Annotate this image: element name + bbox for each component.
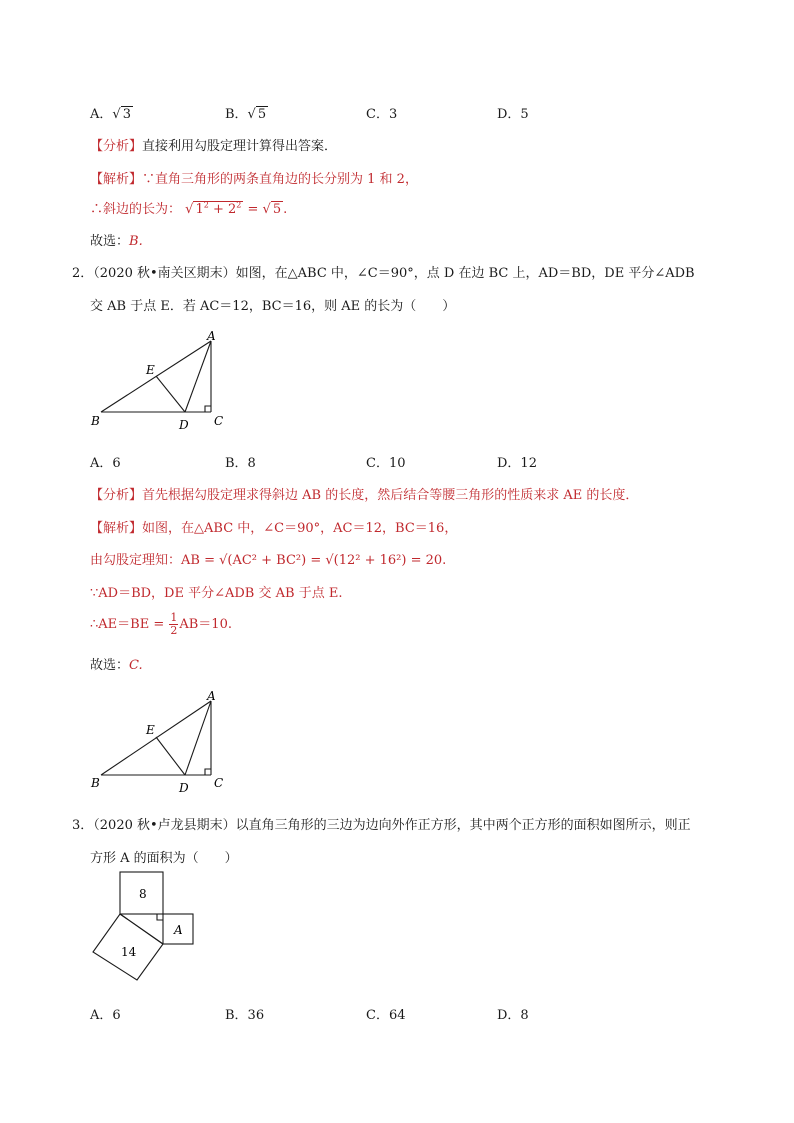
q3-option-c[interactable]: C．64: [366, 1008, 406, 1023]
right-angle-mark: [205, 406, 211, 412]
right-angle-mark: [157, 914, 163, 920]
q2-stem-line1: 2．（2020 秋•南关区期末）如图，在△ABC 中，∠C＝90°，点 D 在边 BC 上，AD＝BD，DE 平分∠ADB: [72, 266, 695, 281]
fraction-denominator: 2: [170, 624, 178, 637]
q2-solution-line2: 由勾股定理知：AB = √(AC² + BC²) = √(12² + 16²) = 20.: [90, 553, 447, 568]
analysis-tag: 【分析】: [90, 488, 143, 503]
solution-tag: 【解析】: [90, 521, 143, 536]
q1-option-d[interactable]: D．5: [497, 107, 529, 122]
q2-solution-line3: ∵AD＝BD，DE 平分∠ADB 交 AB 于点 E.: [90, 586, 343, 601]
q3-stem-line2: 方形 A 的面积为（ ）: [90, 851, 238, 866]
label-b: B: [91, 776, 100, 790]
q1-answer: [90, 230, 143, 249]
q2-stem-line2: 交 AB 于点 E．若 AC＝12，BC＝16，则 AE 的长为（ ）: [90, 299, 456, 314]
solution-suffix: AB＝10.: [179, 617, 232, 632]
q2-answer: [90, 654, 143, 673]
answer-prefix: 故选：: [90, 234, 130, 249]
q1-solution-line2: [90, 198, 287, 217]
q2-option-d[interactable]: D．12: [497, 456, 537, 471]
segment-ab: [101, 701, 211, 775]
label-a: A: [207, 689, 216, 703]
label-e: E: [146, 723, 155, 737]
solution-text: ∵直角三角形的两条直角边的长分别为 1 和 2，: [142, 172, 418, 187]
analysis-text: 首先根据勾股定理求得斜边 AB 的长度，然后结合等腰三角形的性质来求 AE 的长度．: [142, 488, 639, 503]
label-b: B: [91, 414, 100, 428]
segment-de: [156, 737, 185, 775]
fraction-numerator: 1: [170, 611, 178, 624]
label-square-a: A: [174, 923, 183, 937]
q2-option-c[interactable]: C．10: [366, 456, 406, 471]
q1-analysis: [90, 135, 337, 154]
q2-solution-line4: [90, 612, 232, 637]
q2-solution-line1: [90, 517, 457, 536]
answer-value: B.: [129, 234, 143, 249]
q3-figure: [88, 868, 203, 996]
q2-figure: [88, 328, 238, 438]
right-angle-mark: [205, 769, 211, 775]
q2-solution-figure: [88, 687, 238, 797]
q3-option-d[interactable]: D．8: [497, 1008, 529, 1023]
q2-option-b[interactable]: B．8: [225, 456, 256, 471]
q1-option-c[interactable]: C．3: [366, 107, 398, 122]
label-c: C: [214, 414, 224, 428]
solution-text: 如图，在△ABC 中，∠C＝90°，AC＝12，BC＝16，: [142, 521, 458, 536]
hypotenuse-formula: √ $1^2 + 2^2$ = √ 5 .: [185, 200, 288, 217]
analysis-text: 直接利用勾股定理计算得出答案．: [142, 139, 338, 154]
q1-solution-line1: [90, 168, 418, 187]
segment-ad: [185, 701, 211, 775]
answer-prefix: 故选：: [90, 658, 130, 673]
label-d: D: [179, 418, 189, 432]
solution-prefix: ∴斜边的长为：: [90, 202, 182, 217]
label-e: E: [146, 363, 155, 377]
q3-stem-line1: 3．（2020 秋•卢龙县期末）以直角三角形的三边为边向外作正方形，其中两个正方形的面积如图所示，则正: [72, 818, 691, 833]
segment-de: [156, 376, 185, 412]
q2-option-a[interactable]: A．6: [90, 456, 121, 471]
q3-option-b[interactable]: B．36: [225, 1008, 265, 1023]
label-c: C: [214, 776, 224, 790]
label-a: A: [207, 329, 216, 343]
label-d: D: [179, 781, 189, 795]
fraction-half: [169, 612, 178, 637]
solution-prefix: ∴AE＝BE =: [90, 617, 165, 632]
label-area-8: 8: [139, 887, 147, 901]
label-area-14: 14: [121, 945, 137, 959]
q1-option-b[interactable]: B．√ 5: [225, 107, 267, 122]
analysis-tag: 【分析】: [90, 139, 143, 154]
answer-value: C.: [129, 658, 143, 673]
q1-option-a[interactable]: A．√ 3: [90, 107, 131, 122]
q3-option-a[interactable]: A．6: [90, 1008, 121, 1023]
solution-tag: 【解析】: [90, 172, 143, 187]
segment-ad: [185, 341, 211, 412]
q2-analysis: [90, 484, 638, 503]
